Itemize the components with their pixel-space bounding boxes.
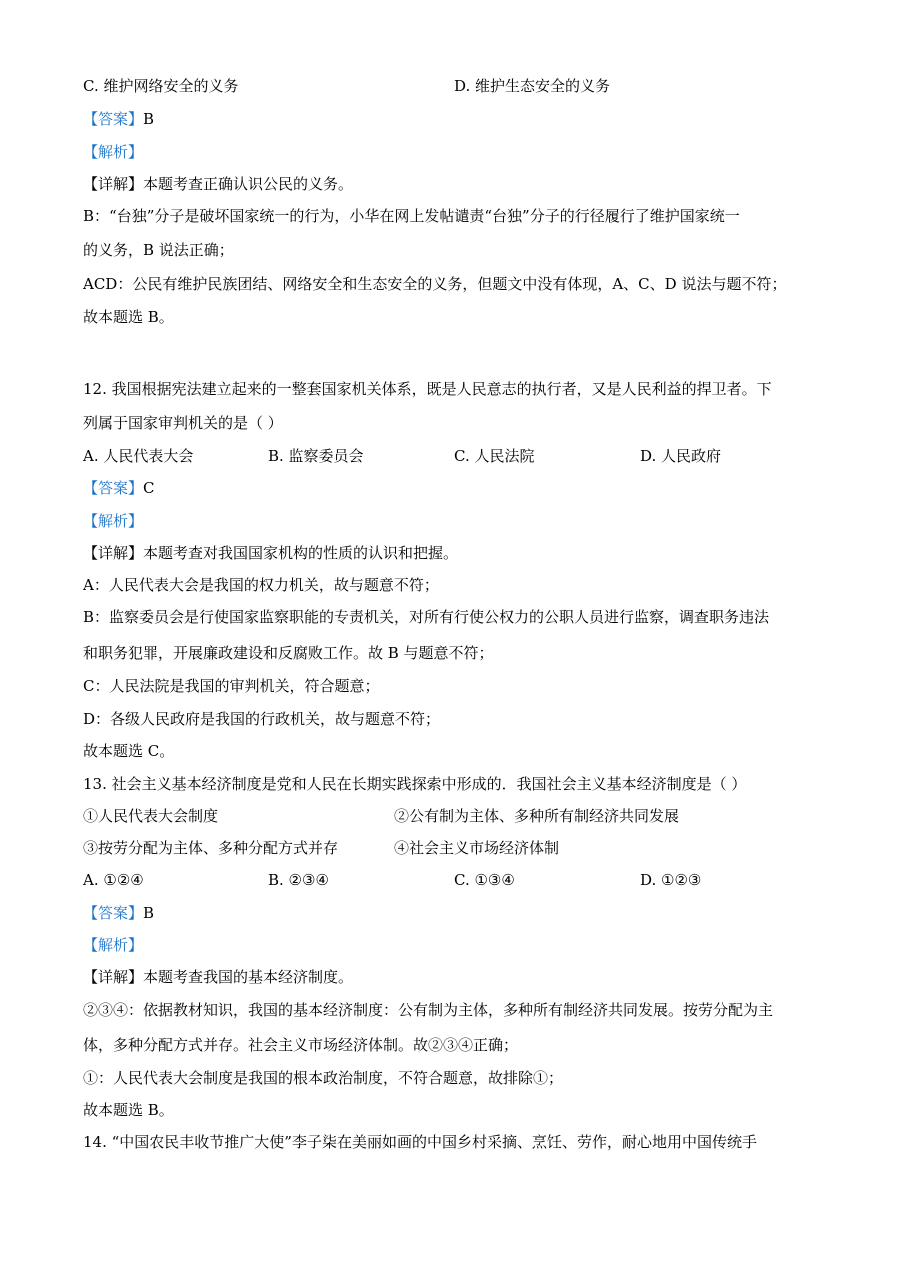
q12-detail: 【详解】本题考查对我国国家机构的性质的认识和把握。 <box>83 544 459 562</box>
q13-analysis-tag: 【解析】 <box>83 936 144 954</box>
q12-conclusion: 故本题选 C。 <box>83 742 175 760</box>
q11-answer <box>83 109 154 129</box>
answer-tag: 【答案】 <box>83 904 144 922</box>
q13-item-2: ②公有制为主体、多种所有制经济共同发展 <box>394 807 680 825</box>
q13-option-b: B. ②③④ <box>268 871 329 889</box>
answer-value: B <box>143 904 155 922</box>
answer-value: C <box>143 479 155 497</box>
q12-option-d: D. 人民政府 <box>640 447 722 465</box>
q11-detail: 【详解】本题考查正确认识公民的义务。 <box>83 175 354 193</box>
q13-explanation-1: ②③④：依据教材知识，我国的基本经济制度：公有制为主体，多种所有制经济共同发展。按劳分配为主 <box>83 1001 774 1019</box>
q11-explanation-b-1: B：“台独”分子是破坏国家统一的行为，小华在网上发帖谴责“台独”分子的行径履行了维护国家统一 <box>83 207 740 225</box>
q13-item-1: ①人民代表大会制度 <box>83 807 219 825</box>
answer-value: B <box>143 110 155 128</box>
q13-explanation-2: 体，多种分配方式并存。社会主义市场经济体制。故②③④正确； <box>83 1036 519 1054</box>
q13-conclusion: 故本题选 B。 <box>83 1101 174 1119</box>
q13-option-d: D. ①②③ <box>640 871 702 889</box>
answer-tag: 【答案】 <box>83 110 144 128</box>
q12-option-b: B. 监察委员会 <box>268 447 364 465</box>
q12-answer <box>83 478 155 498</box>
q14-stem-1: 14. “中国农民丰收节推广大使”李子柒在美丽如画的中国乡村采摘、烹饪、劳作，耐心地用中国传统手 <box>83 1133 757 1151</box>
q12-stem-2: 列属于国家审判机关的是（ ） <box>83 414 283 432</box>
q13-detail: 【详解】本题考查我国的基本经济制度。 <box>83 968 354 986</box>
q12-analysis-tag: 【解析】 <box>83 512 144 530</box>
q13-item-3: ③按劳分配为主体、多种分配方式并存 <box>83 839 339 857</box>
q11-option-c: C. 维护网络安全的义务 <box>83 77 239 95</box>
q12-explanation-d: D：各级人民政府是我国的行政机关，故与题意不符； <box>83 710 441 728</box>
q13-answer <box>83 903 154 923</box>
answer-tag: 【答案】 <box>83 479 144 497</box>
q11-explanation-acd: ACD：公民有维护民族团结、网络安全和生态安全的义务，但题文中没有体现，A、C、D 说法与题不符； <box>83 275 787 293</box>
q11-explanation-b-2: 的义务，B 说法正确； <box>83 241 234 259</box>
q12-stem-1: 12. 我国根据宪法建立起来的一整套国家机关体系，既是人民意志的执行者，又是人民利益的捍卫者。下 <box>83 380 772 398</box>
q12-option-c: C. 人民法院 <box>454 447 535 465</box>
q11-analysis-tag: 【解析】 <box>83 143 144 161</box>
q11-option-d: D. 维护生态安全的义务 <box>454 77 611 95</box>
q13-explanation-3: ①：人民代表大会制度是我国的根本政治制度，不符合题意，故排除①； <box>83 1069 564 1087</box>
q12-explanation-b-2: 和职务犯罪，开展廉政建设和反腐败工作。故 B 与题意不符； <box>83 644 494 662</box>
q12-option-a: A. 人民代表大会 <box>83 447 194 465</box>
q12-explanation-c: C：人民法院是我国的审判机关，符合题意； <box>83 677 380 695</box>
q12-explanation-b-1: B：监察委员会是行使国家监察职能的专责机关，对所有行使公权力的公职人员进行监察，调查职务违法 <box>83 608 770 626</box>
q13-option-c: C. ①③④ <box>454 871 515 889</box>
q13-option-a: A. ①②④ <box>83 871 144 889</box>
q11-conclusion: 故本题选 B。 <box>83 308 174 326</box>
q13-item-4: ④社会主义市场经济体制 <box>394 839 560 857</box>
q12-explanation-a: A：人民代表大会是我国的权力机关，故与题意不符； <box>83 576 439 594</box>
q13-stem: 13. 社会主义基本经济制度是党和人民在长期实践探索中形成的．我国社会主义基本经济制度是（ ） <box>83 775 747 793</box>
